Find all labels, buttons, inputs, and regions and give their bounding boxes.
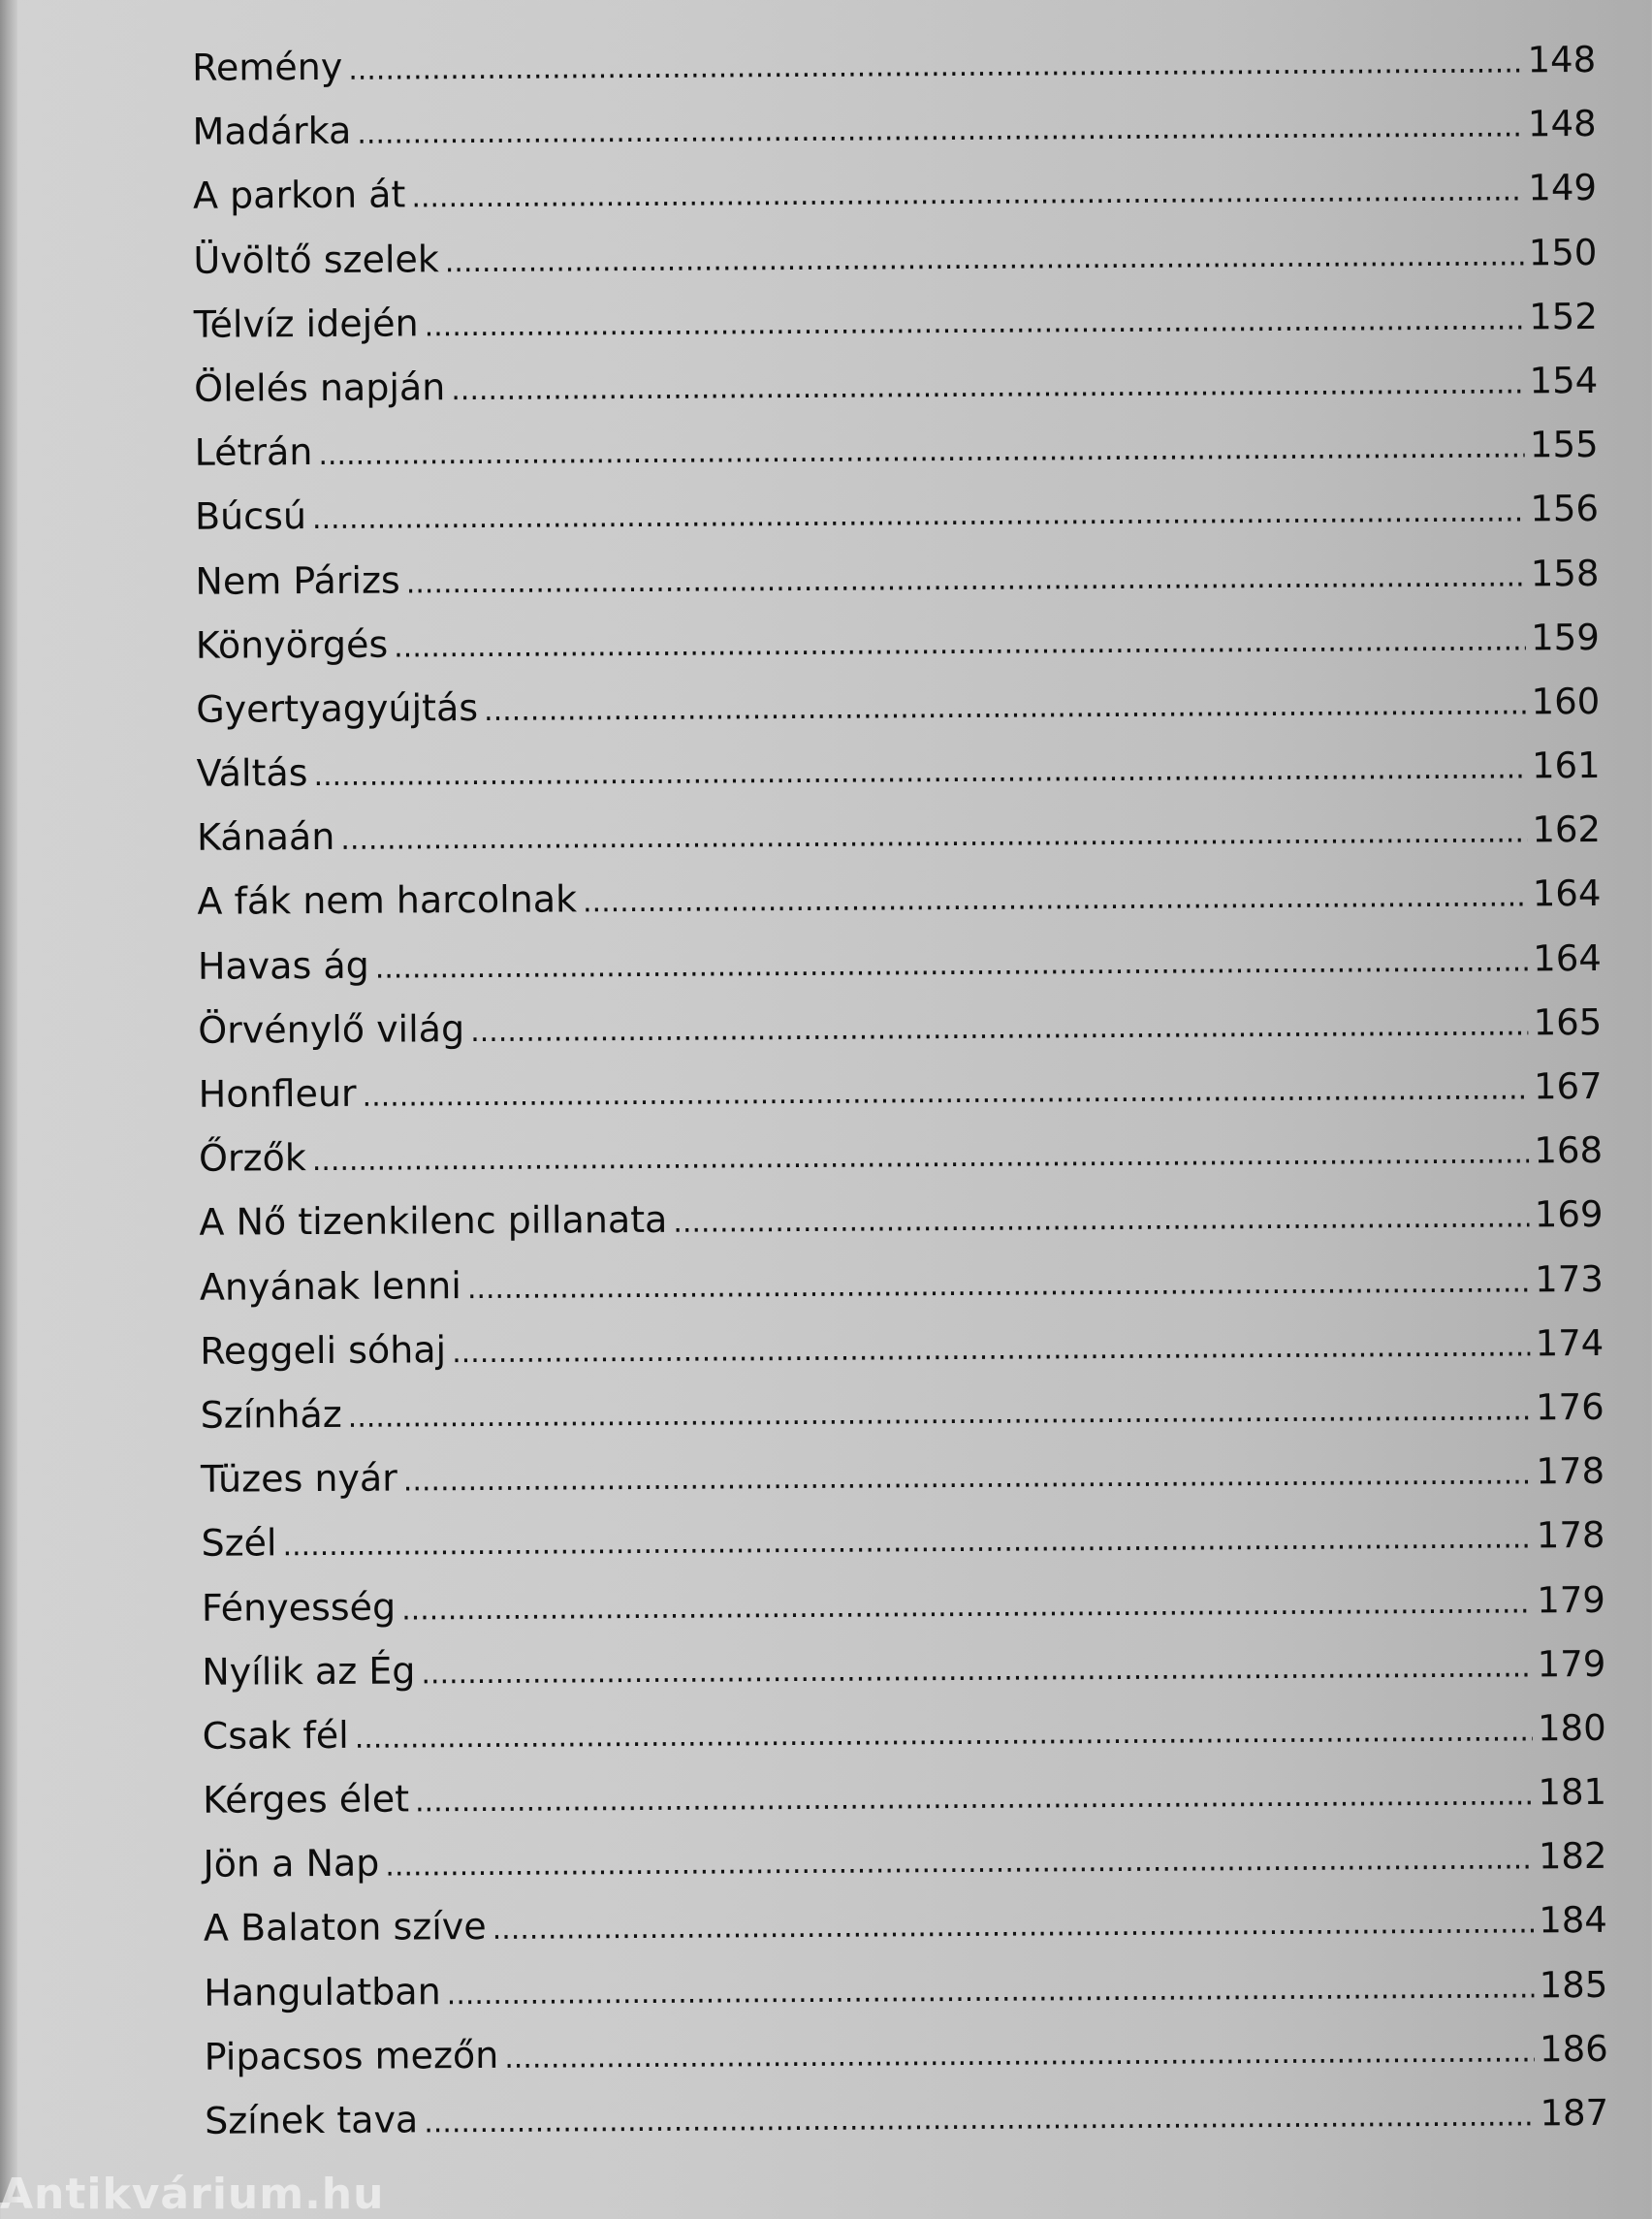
toc-entry [204, 1887, 1607, 1960]
toc-entry [194, 412, 1598, 485]
toc-entry-page: 154 [1529, 359, 1599, 402]
toc-entry-page: 148 [1527, 103, 1597, 145]
toc-entry-title: Nyílik az Ég [202, 1649, 416, 1694]
toc-entry-title: Szél [201, 1521, 277, 1566]
toc-entry-title: A Balaton szíve [203, 1905, 487, 1950]
toc-entry-title: Reggeli sóhaj [200, 1327, 447, 1373]
toc-entry-title: Gyertyagyújtás [196, 685, 479, 731]
toc-entry-page: 158 [1530, 552, 1600, 594]
toc-entry-title: Kánaán [196, 815, 335, 860]
watermark-text: Antikvárium.hu [0, 2170, 385, 2219]
toc-leader-dots [452, 1315, 1531, 1385]
toc-entry-title: Jön a Nap [203, 1841, 380, 1886]
toc-entry-page: 184 [1539, 1899, 1608, 1942]
toc-entry-page: 165 [1533, 1000, 1603, 1044]
toc-entry [196, 605, 1600, 678]
toc-entry [202, 1632, 1605, 1704]
toc-entry-page: 186 [1539, 2027, 1608, 2071]
toc-entry-page: 161 [1531, 744, 1601, 787]
toc-entry-page: 185 [1539, 1963, 1608, 2006]
toc-entry [201, 1439, 1604, 1511]
toc-leader-dots [447, 1956, 1535, 2027]
toc-entry-page: 164 [1532, 872, 1602, 915]
toc-entry-page: 182 [1538, 1835, 1607, 1878]
toc-leader-dots [411, 160, 1523, 231]
toc-entry [198, 1054, 1602, 1126]
toc-entry [198, 990, 1602, 1062]
toc-entry-title: Havas ág [197, 943, 369, 988]
toc-leader-dots [504, 2020, 1535, 2090]
toc-entry-page: 155 [1529, 424, 1599, 466]
toc-entry-page: 178 [1536, 1514, 1605, 1557]
toc-leader-dots [406, 545, 1526, 616]
toc-leader-dots [421, 1635, 1532, 1706]
toc-entry [203, 1823, 1606, 1896]
toc-entry-page: 168 [1534, 1129, 1604, 1172]
toc-leader-dots [424, 2084, 1535, 2155]
toc-entry-title: Télvíz idején [193, 301, 419, 346]
toc-entry-title: Színház [200, 1392, 342, 1437]
toc-entry-page: 164 [1533, 936, 1602, 979]
toc-entry-page: 167 [1533, 1064, 1603, 1108]
toc-entry [205, 2016, 1608, 2089]
toc-entry-page: 174 [1535, 1321, 1604, 1365]
toc-entry [203, 1759, 1606, 1832]
toc-entry [192, 27, 1596, 100]
toc-entry-title: Őrzők [198, 1136, 306, 1180]
toc-entry-title: Fényesség [201, 1585, 397, 1630]
toc-entry-page: 149 [1528, 167, 1598, 209]
toc-entry [194, 348, 1598, 421]
toc-entry-page: 179 [1537, 1578, 1606, 1621]
toc-entry [202, 1567, 1605, 1639]
toc-entry-title: Remény [192, 45, 343, 89]
toc-leader-dots [445, 224, 1524, 295]
toc-entry [192, 91, 1596, 164]
toc-entry-title: A Nő tizenkilenc pillanata [199, 1198, 668, 1245]
toc-entry [200, 1375, 1604, 1447]
toc-entry-page: 176 [1535, 1385, 1604, 1429]
toc-entry-title: Anyának lenni [199, 1263, 461, 1309]
toc-entry [199, 1118, 1603, 1190]
toc-entry [193, 155, 1597, 228]
toc-leader-dots [385, 1828, 1534, 1899]
toc-leader-dots [451, 352, 1524, 423]
toc-entry [196, 733, 1600, 806]
toc-leader-dots [673, 1187, 1529, 1255]
toc-entry-page: 160 [1531, 680, 1601, 723]
toc-entry-title: Nem Párizs [195, 557, 400, 603]
toc-leader-dots [375, 930, 1528, 1000]
toc-entry-page: 180 [1537, 1706, 1606, 1750]
toc-entry [201, 1503, 1604, 1575]
toc-entry-title: Üvöltő szelek [193, 237, 439, 282]
toc-entry-title: A parkon át [192, 173, 406, 218]
toc-leader-dots [394, 609, 1526, 680]
toc-leader-dots [583, 866, 1528, 935]
toc-entry-title: A fák nem harcolnak [197, 877, 578, 924]
toc-entry-page: 162 [1532, 808, 1602, 851]
toc-entry-title: Hangulatban [204, 1969, 441, 2014]
toc-entry [203, 1696, 1606, 1768]
toc-entry-title: Színek tava [205, 2098, 419, 2142]
toc-entry-page: 173 [1535, 1257, 1604, 1300]
toc-entry [198, 926, 1602, 999]
toc-entry-page: 179 [1537, 1642, 1606, 1686]
toc-entry-page: 187 [1540, 2091, 1609, 2135]
toc-entry-page: 156 [1530, 488, 1600, 530]
toc-entry-title: Ölelés napján [194, 365, 446, 410]
toc-entry [195, 540, 1599, 613]
toc-entry-page: 181 [1538, 1770, 1607, 1814]
toc-entry-title: Búcsú [194, 494, 307, 539]
toc-leader-dots [403, 1443, 1532, 1514]
toc-entry-title: Kérges élet [202, 1777, 410, 1822]
toc-entry-page: 169 [1534, 1193, 1604, 1236]
toc-entry-page: 148 [1527, 38, 1597, 81]
toc-entry-title: Pipacsos mezőn [204, 2033, 499, 2078]
toc-entry-page: 152 [1529, 295, 1598, 338]
toc-entry-title: Könyörgés [195, 622, 389, 667]
toc-leader-dots [401, 1571, 1532, 1642]
toc-entry [200, 1246, 1604, 1318]
toc-entry-title: Létrán [194, 430, 313, 474]
table-of-contents [0, 27, 1652, 2170]
toc-entry [204, 1952, 1607, 2025]
toc-entry [193, 220, 1597, 293]
toc-leader-dots [415, 1763, 1533, 1834]
toc-entry-title: Madárka [192, 109, 352, 153]
toc-entry-title: Csak fél [202, 1713, 349, 1758]
toc-entry [205, 2080, 1608, 2153]
toc-entry-page: 159 [1531, 616, 1600, 659]
toc-entry-title: Örvénylő világ [198, 1006, 465, 1052]
toc-entry-title: Váltás [196, 751, 308, 795]
toc-entry [194, 284, 1598, 357]
toc-leader-dots [484, 673, 1527, 744]
toc-entry-title: Honfleur [198, 1071, 357, 1116]
toc-entry [197, 797, 1601, 870]
toc-entry [200, 1311, 1604, 1383]
toc-leader-dots [467, 1251, 1530, 1321]
toc-leader-dots [492, 1892, 1535, 1963]
toc-entry [196, 669, 1600, 742]
toc-leader-dots [470, 994, 1529, 1064]
toc-entry [195, 476, 1599, 549]
toc-entry [197, 861, 1601, 934]
toc-entry-page: 178 [1536, 1450, 1605, 1493]
toc-entry-title: Tüzes nyár [200, 1456, 397, 1501]
toc-entry-page: 150 [1528, 231, 1598, 273]
toc-leader-dots [424, 288, 1524, 359]
toc-entry [199, 1182, 1603, 1254]
